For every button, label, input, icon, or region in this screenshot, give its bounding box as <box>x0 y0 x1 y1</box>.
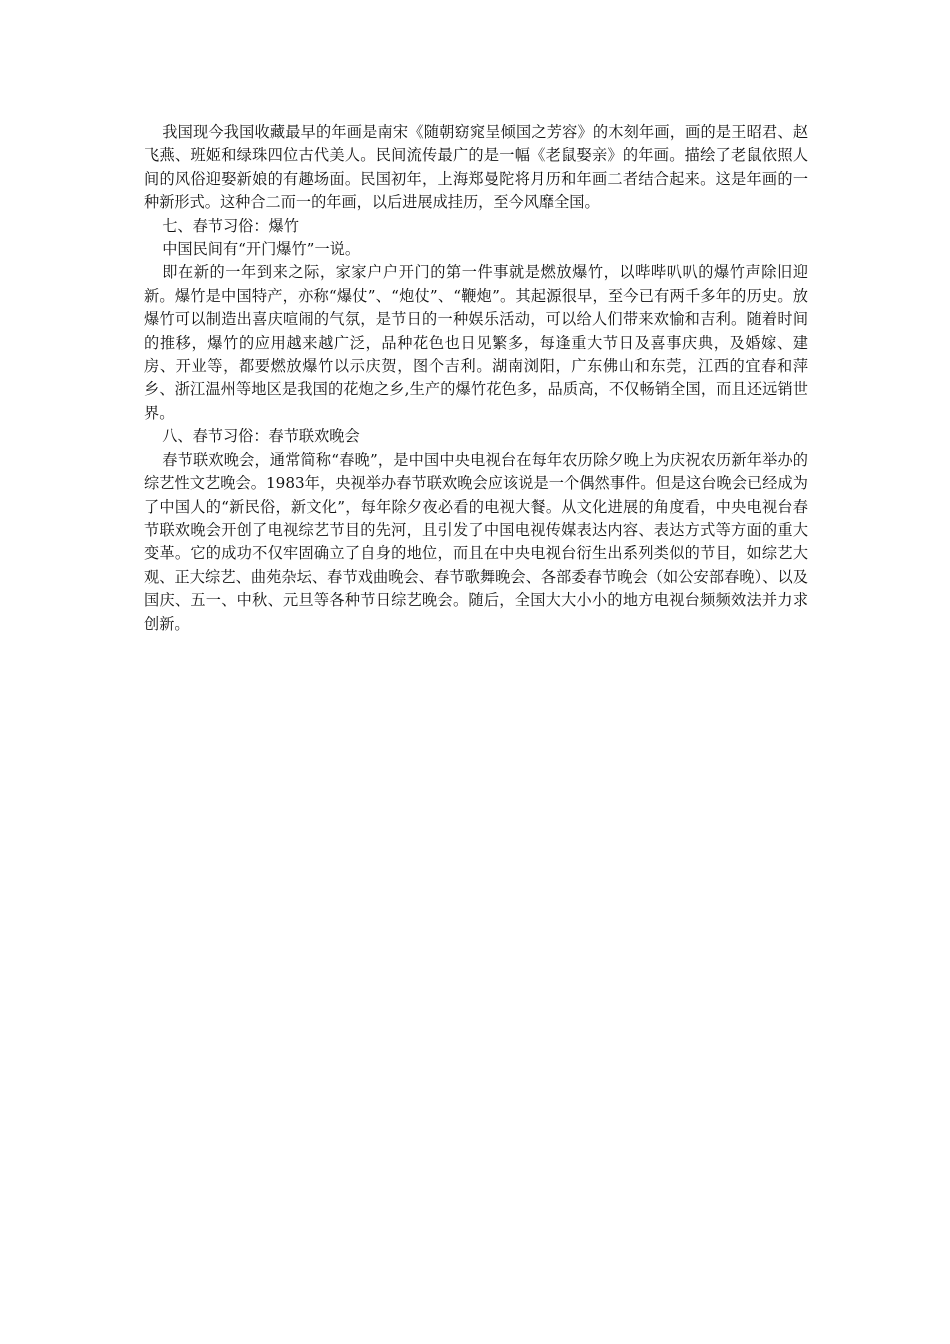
paragraph-new-year-painting: 我国现今我国收藏最早的年画是南宋《随朝窈窕呈倾国之芳容》的木刻年画，画的是王昭君、赵飞燕、班姬和绿珠四位古代美人。民间流传最广的是一幅《老鼠娶亲》的年画。描绘了老鼠依照人间的风俗迎娶新娘的有趣场面。民国初年，上海郑曼陀将月历和年画二者结合起来。这是年画的一种新形式。这种合二而一的年画，以后进展成挂历，至今风靡全国。 <box>144 123 808 212</box>
section-heading-spring-festival-gala: 八、春节习俗：春节联欢晚会 <box>162 427 360 446</box>
paragraph-firecrackers-history: 即在新的一年到来之际，家家户户开门的第一件事就是燃放爆竹，以哔哔叭叭的爆竹声除旧迎新。爆竹是中国特产，亦称“爆仗”、“炮仗”、“鞭炮”。其起源很早，至今已有两千多年的历史。放爆竹可以制造出喜庆喧闹的气氛，是节日的一种娱乐活动，可以给人们带来欢愉和吉利。随着时间的推移，爆竹的应用越来越广泛，品种花色也日见繁多，每逢重大节日及喜事庆典，及婚嫁、建房、开业等，都要燃放爆竹以示庆贺，图个吉利。湖南浏阳，广东佛山和东莞，江西的宜春和萍乡、浙江温州等地区是我国的花炮之乡,生产的爆竹花色多，品质高，不仅畅销全国，而且还远销世界。 <box>144 263 808 422</box>
paragraph-spring-festival-gala: 春节联欢晚会，通常简称“春晚”，是中国中央电视台在每年农历除夕晚上为庆祝农历新年举办的综艺性文艺晚会。1983年，央视举办春节联欢晚会应该说是一个偶然事件。但是这台晚会已经成为了中国人的“新民俗，新文化”，每年除夕夜必看的电视大餐。从文化进展的角度看，中央电视台春节联欢晚会开创了电视综艺节目的先河，且引发了中国电视传媒表达内容、表达方式等方面的重大变革。它的成功不仅牢固确立了自身的地位，而且在中央电视台衍生出系列类似的节目，如综艺大观、正大综艺、曲苑杂坛、春节戏曲晚会、春节歌舞晚会、各部委春节晚会（如公安部春晚）、以及国庆、五一、中秋、元旦等各种节日综艺晚会。随后，全国大大小小的地方电视台频频效法并力求创新。 <box>144 450 808 633</box>
section-heading-firecrackers: 七、春节习俗：爆竹 <box>162 216 299 235</box>
paragraph-open-door-firecrackers: 中国民间有“开门爆竹”一说。 <box>162 240 361 259</box>
document-body <box>144 121 808 636</box>
